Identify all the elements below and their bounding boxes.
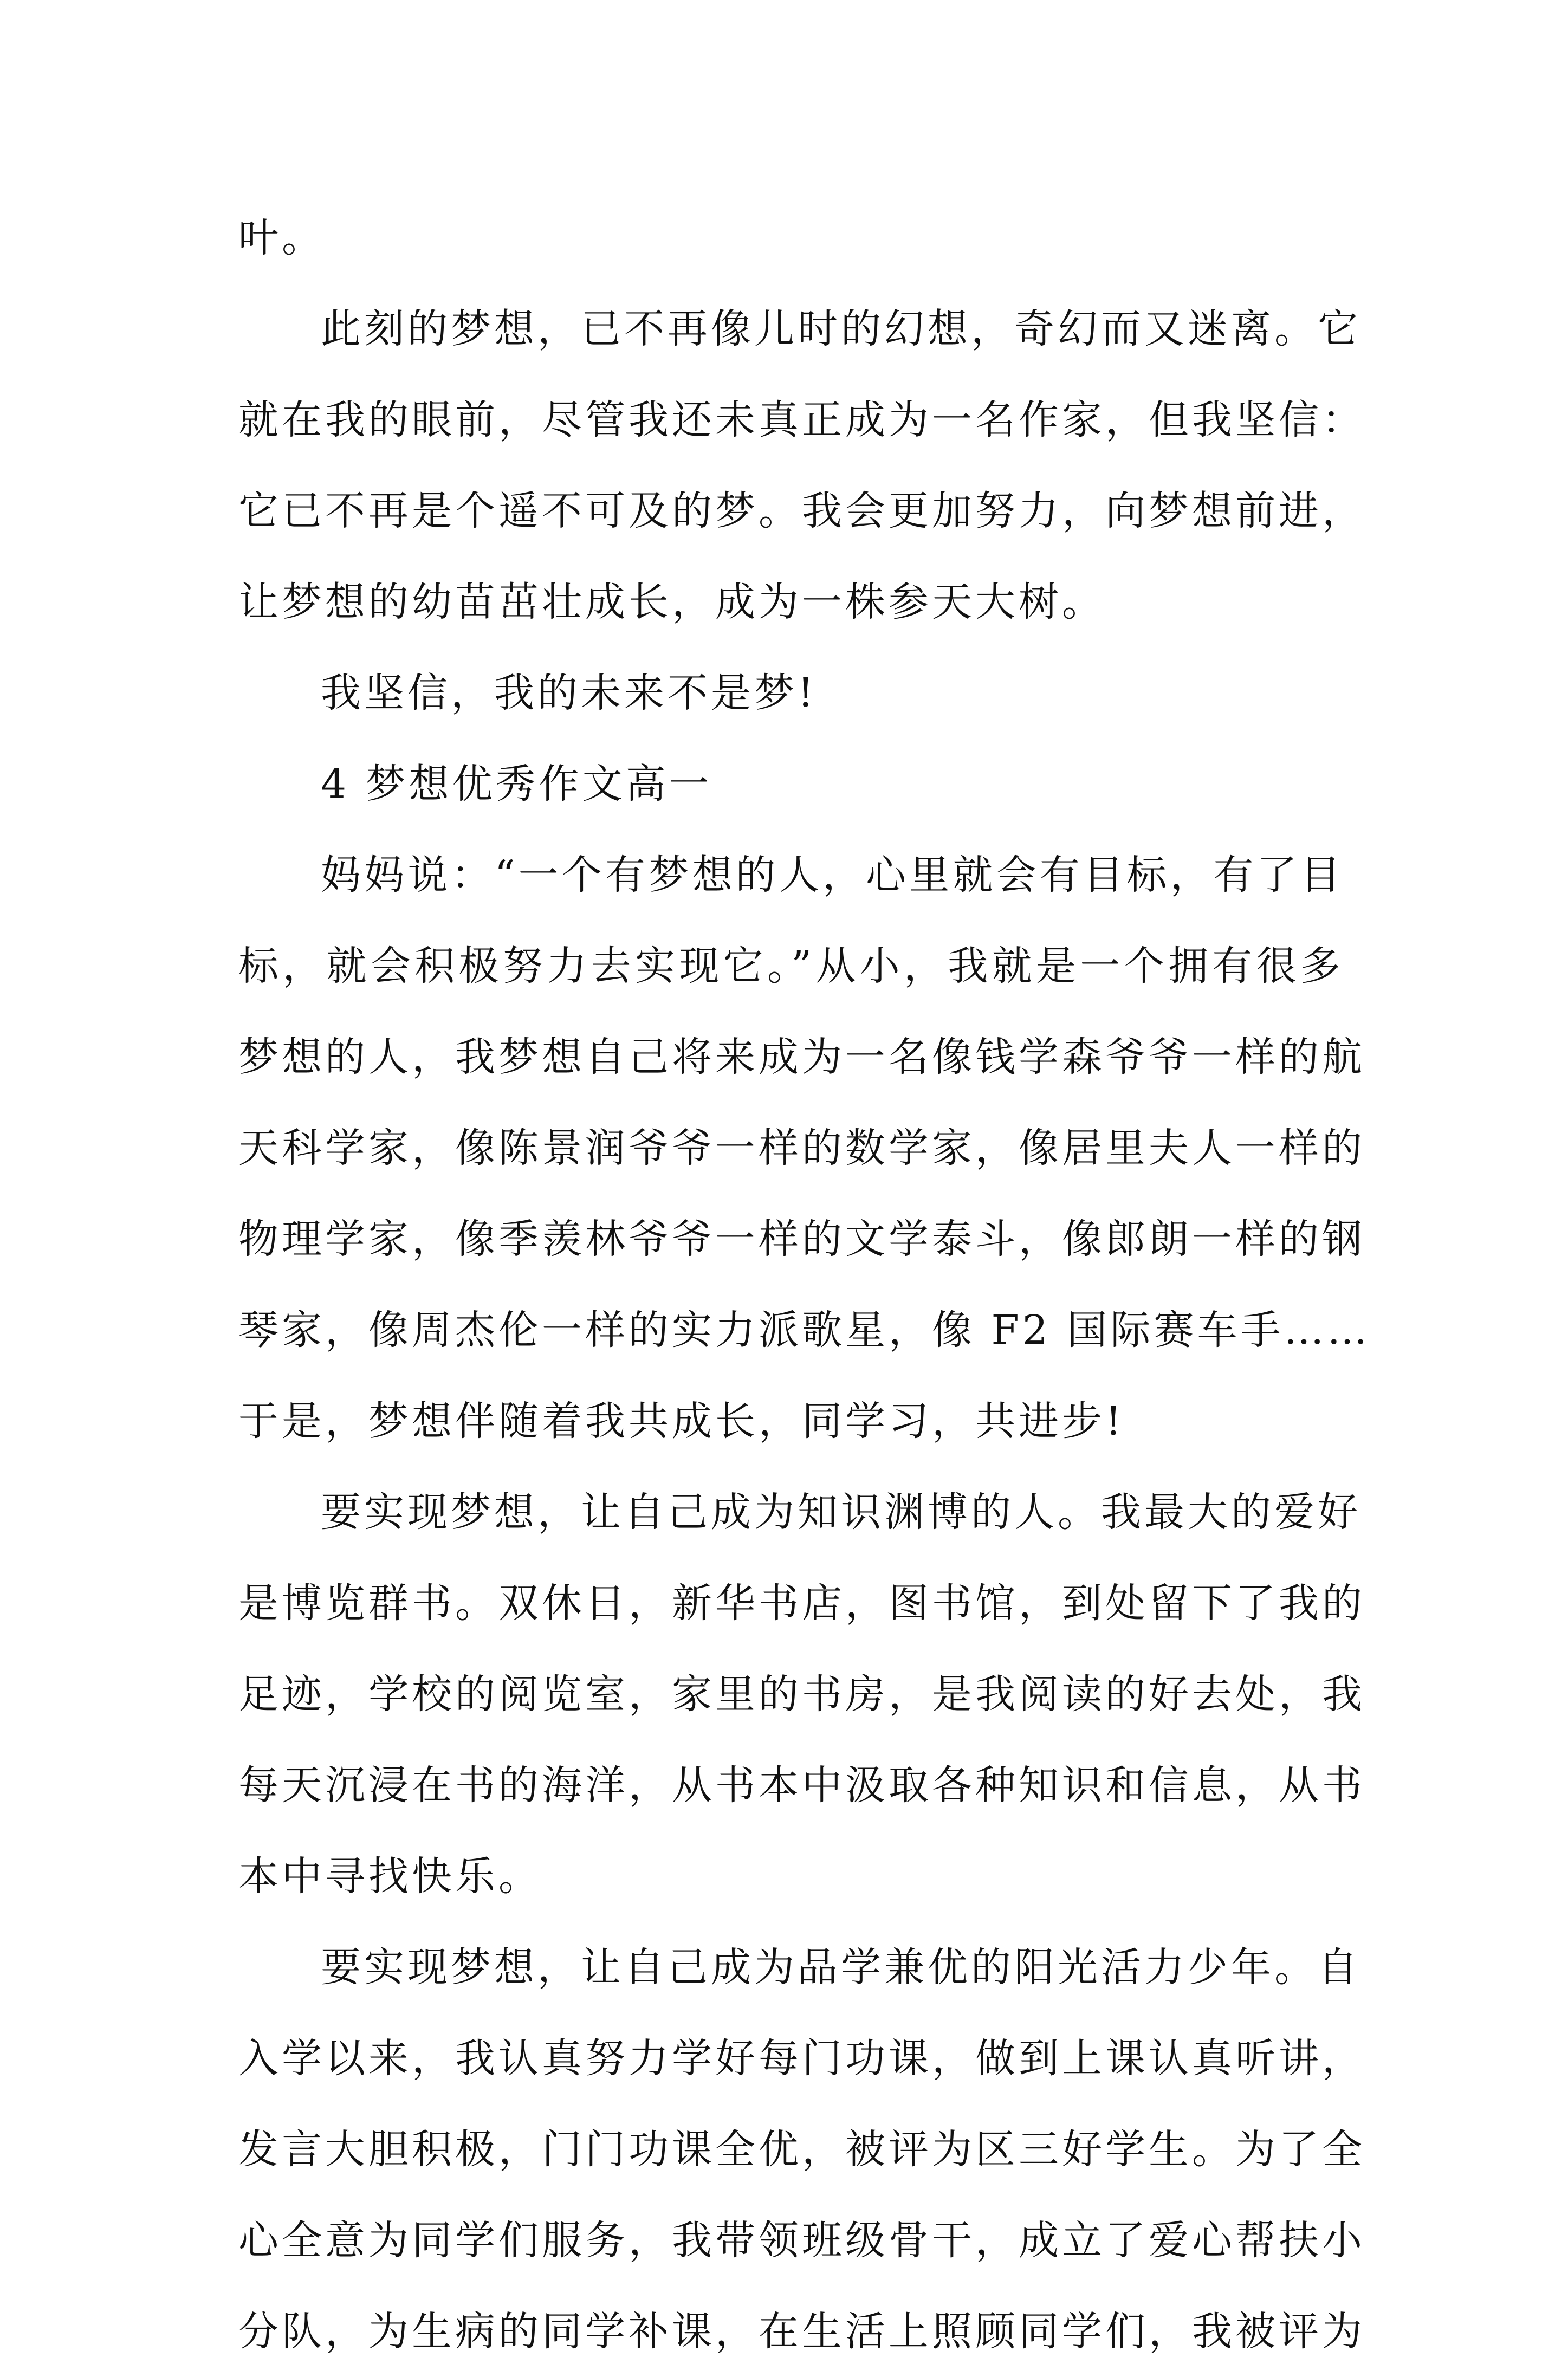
text-line: 此刻的梦想，已不再像儿时的幻想，奇幻而又迷离。它: [321, 306, 1361, 352]
text-line: 我坚信，我的未来不是梦!: [321, 670, 817, 716]
text-line: 物理学家，像季羡林爷爷一样的文学泰斗，像郎朗一样的钢: [238, 1216, 1365, 1262]
text-line: 琴家，像周杰伦一样的实力派歌星，像 F2 国际赛车手……: [238, 1307, 1371, 1353]
text-line: 入学以来，我认真努力学好每门功课，做到上课认真听讲，: [238, 2035, 1365, 2082]
text-line: 要实现梦想，让自己成为知识渊博的人。我最大的爱好: [321, 1489, 1361, 1536]
text-line: 足迹，学校的阅览室，家里的书房，是我阅读的好去处，我: [238, 1671, 1365, 1718]
text-line: 本中寻找快乐。: [238, 1853, 542, 1900]
text-line: 分队，为生病的同学补课，在生活上照顾同学们，我被评为: [238, 2308, 1365, 2355]
text-line: 要实现梦想，让自己成为品学兼优的阳光活力少年。自: [321, 1944, 1361, 1991]
text-line: 于是，梦想伴随着我共成长，同学习，共进步!: [238, 1398, 1125, 1445]
document-body: [238, 192, 1371, 2377]
text-line: 是博览群书。双休日，新华书店，图书馆，到处留下了我的: [238, 1580, 1365, 1627]
text-line: 每天沉浸在书的海洋，从书本中汲取各种知识和信息，从书: [238, 1762, 1365, 1809]
text-line: 让梦想的幼苗茁壮成长，成为一株参天大树。: [238, 579, 1105, 625]
text-line: 心全意为同学们服务，我带领班级骨干，成立了爱心帮扶小: [238, 2217, 1365, 2264]
text-line: 妈妈说：“一个有梦想的人，心里就会有目标，有了目: [321, 852, 1344, 898]
text-line: 它已不再是个遥不可及的梦。我会更加努力，向梦想前进，: [238, 488, 1365, 534]
text-line: 叶。: [238, 215, 325, 261]
text-line: 梦想的人，我梦想自己将来成为一名像钱学森爷爷一样的航: [238, 1034, 1365, 1080]
text-line: 标，就会积极努力去实现它。”从小，我就是一个拥有很多: [238, 943, 1344, 989]
text-line: 天科学家，像陈景润爷爷一样的数学家，像居里夫人一样的: [238, 1125, 1365, 1171]
text-line: 发言大胆积极，门门功课全优，被评为区三好学生。为了全: [238, 2126, 1365, 2173]
section-heading: 4 梦想优秀作文高一: [321, 761, 712, 807]
text-line: 就在我的眼前，尽管我还未真正成为一名作家，但我坚信：: [238, 397, 1365, 443]
